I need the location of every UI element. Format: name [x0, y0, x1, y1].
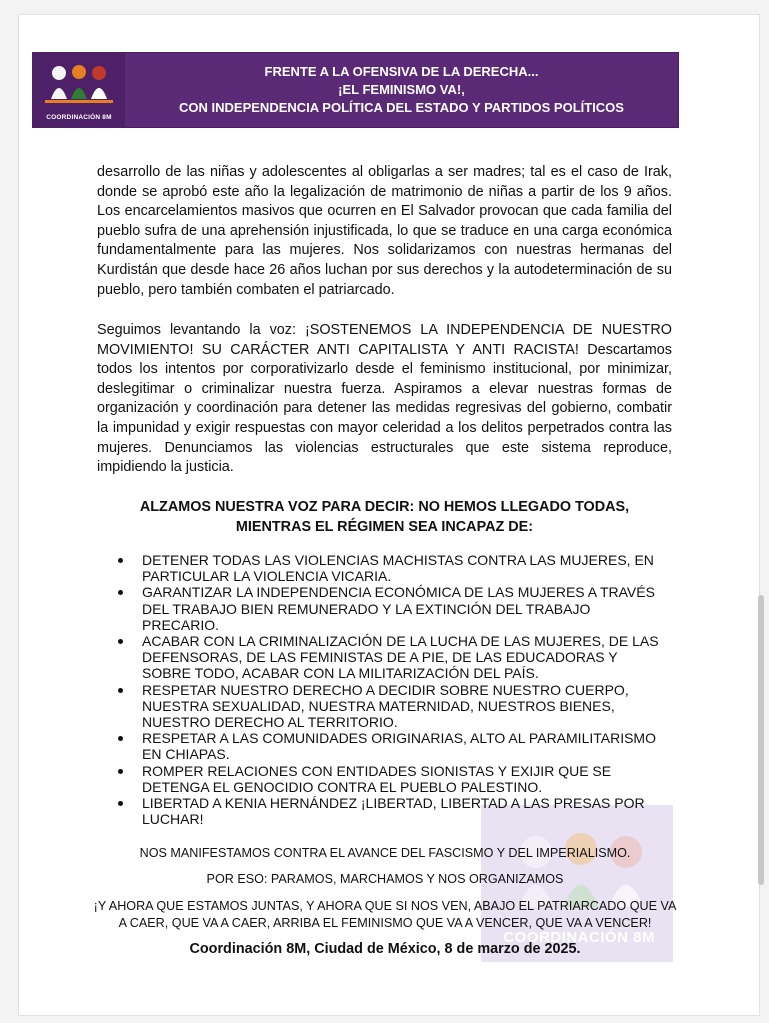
list-item	[118, 584, 663, 633]
list-item	[118, 730, 663, 762]
watermark-caption: COORDINACIÓN 8M	[503, 929, 655, 946]
closing-statement: NOS MANIFESTAMOS CONTRA EL AVANCE DEL FASCISMO Y DEL IMPERIALISMO.	[139, 846, 631, 860]
bullet-icon	[118, 688, 123, 693]
women-silhouettes-icon	[39, 59, 119, 109]
demand-text: LIBERTAD A KENIA HERNÁNDEZ ¡LIBERTAD, LIBERTAD A LAS PRESAS POR LUCHAR!	[142, 795, 645, 828]
headline-line: ALZAMOS NUESTRA VOZ PARA DECIR: NO HEMOS LLEGADO TODAS,	[139, 499, 630, 515]
header-banner	[32, 52, 679, 128]
closing-chant: ¡Y AHORA QUE ESTAMOS JUNTAS, Y AHORA QUE SI NOS VEN, ABAJO EL PATRIARCADO QUE VA A CAER, QUE VA A CAER, ARRIBA EL FEMINISMO QUE VA A VENCER, QUE VA A VENCER!	[93, 899, 677, 930]
demand-text: RESPETAR NUESTRO DERECHO A DECIDIR SOBRE NUESTRO CUERPO, NUESTRA SEXUALIDAD, NUESTRA MATERNIDAD, NUESTROS BIENES, NUESTRO DERECHO AL TERRITORIO.	[142, 681, 629, 731]
scrollbar[interactable]	[758, 595, 764, 885]
demands-list	[118, 552, 663, 827]
paragraph-independence: Seguimos levantando la voz: ¡SOSTENEMOS LA INDEPENDENCIA DE NUESTRO MOVIMIENTO! SU CARÁCTER ANTI CAPITALISTA Y ANTI RACISTA! Descartamos todos los intentos por corporativizarlo desde el feminismo institucional, por minimizar, deslegitimar o criminalizar nuestra fuerza. Aspiramos a elevar nuestras formas de organización y coordinación para detener las medidas regresivas del gobierno, combatir la impunidad y exigir respuestas con mayor celeridad a los delitos perpetrados contra las mujeres. Denunciamos las violencias estructurales que este sistema reproduce, impidiendo la justicia.	[97, 322, 672, 476]
bullet-icon	[118, 558, 123, 563]
bullet-icon	[118, 769, 123, 774]
signature: Coordinación 8M, Ciudad de México, 8 de marzo de 2025.	[189, 941, 581, 957]
title-line: ¡EL FEMINISMO VA!,	[338, 82, 465, 97]
list-item	[118, 633, 663, 682]
paragraph-solidarity: desarrollo de las niñas y adolescentes al obligarlas a ser madres; tal es el caso de Irak, donde se aprobó este año la legalización de matrimonio de niñas a partir de los 9 años. Los encarcelamientos masivos que ocurren en El Salvador provocan que cada familia del pueblo sufra de una aprehensión injustificada, lo que se traduce en una carga económica fundamentalmente para las mujeres. Nos solidarizamos con nuestras hermanas del Kurdistán que desde hace 26 años luchan por sus derechos y la autodeterminación de su pueblo, pero también combaten el patriarcado.	[97, 164, 672, 298]
list-item	[118, 795, 663, 827]
demand-text: ROMPER RELACIONES CON ENTIDADES SIONISTAS Y EXIJIR QUE SE DETENGA EL GENOCIDIO CONTRA EL PUEBLO PALESTINO.	[142, 762, 612, 795]
bullet-icon	[118, 736, 123, 741]
bullet-icon	[118, 590, 123, 595]
demand-text: ACABAR CON LA CRIMINALIZACIÓN DE LA LUCHA DE LAS MUJERES, DE LAS DEFENSORAS, DE LAS FEMINISTAS DE A PIE, DE LAS EDUCADORAS Y SOBRE TODO, ACABAR CON LA MILITARIZACIÓN DEL PAÍS.	[142, 633, 659, 682]
page-title	[125, 63, 678, 117]
demand-text: DETENER TODAS LAS VIOLENCIAS MACHISTAS CONTRA LAS MUJERES, EN PARTICULAR LA VIOLENCIA VICARIA.	[142, 552, 654, 585]
demands-headline	[97, 497, 672, 537]
logo-caption: COORDINACIÓN 8M	[46, 114, 112, 121]
demand-text: RESPETAR A LAS COMUNIDADES ORIGINARIAS, ALTO AL PARAMILITARISMO EN CHIAPAS.	[142, 730, 656, 763]
list-item	[118, 682, 663, 731]
list-item	[118, 763, 663, 795]
bullet-icon	[118, 801, 123, 806]
demand-text: GARANTIZAR LA INDEPENDENCIA ECONÓMICA DE LAS MUJERES A TRAVÉS DEL TRABAJO BIEN REMUNERADO Y LA EXTINCIÓN DEL TRABAJO PRECARIO.	[142, 584, 655, 633]
closing-statement: POR ESO: PARAMOS, MARCHAMOS Y NOS ORGANIZAMOS	[206, 872, 564, 886]
bullet-icon	[118, 639, 123, 644]
list-item	[118, 552, 663, 584]
title-line: CON INDEPENDENCIA POLÍTICA DEL ESTADO Y PARTIDOS POLÍTICOS	[179, 100, 624, 115]
title-line: FRENTE A LA OFENSIVA DE LA DERECHA...	[264, 64, 539, 79]
headline-line: MIENTRAS EL RÉGIMEN SEA INCAPAZ DE:	[235, 519, 534, 535]
coordinacion-logo	[33, 53, 125, 127]
